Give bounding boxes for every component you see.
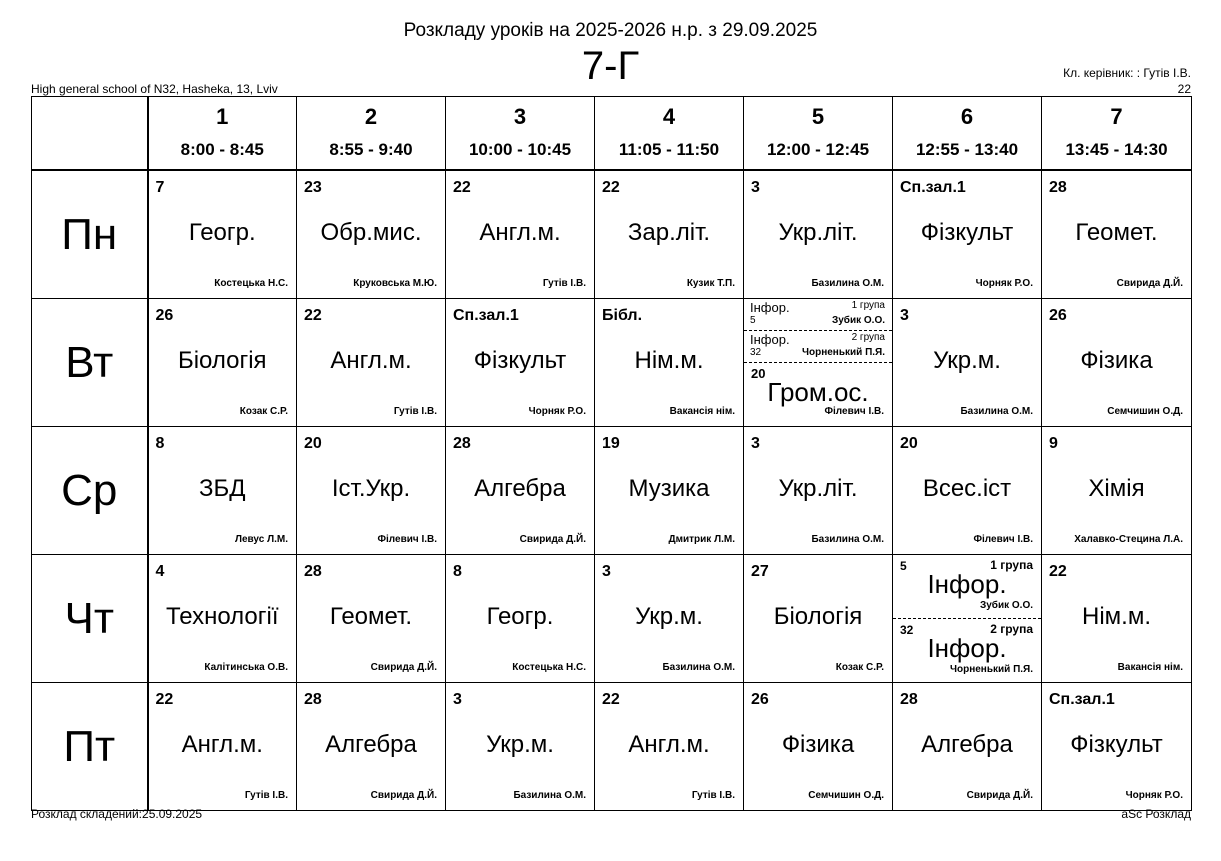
lesson-teacher: Костецька Н.С. — [214, 278, 288, 289]
lesson — [297, 555, 445, 682]
lesson — [595, 427, 743, 554]
lesson-room: 3 — [900, 307, 909, 324]
lesson-room: Сп.зал.1 — [900, 179, 966, 196]
lesson-cell — [1042, 299, 1192, 427]
school-name: High general school of N32, Hasheka, 13, Lviv — [31, 82, 278, 96]
lesson-cell — [744, 170, 893, 299]
lesson-cell — [446, 427, 595, 555]
lesson-subject: Біологія — [773, 603, 863, 630]
lesson-teacher: Кузик Т.П. — [686, 278, 735, 289]
lesson — [297, 427, 445, 554]
lesson-cell — [595, 170, 744, 299]
lesson — [446, 299, 594, 426]
day-label: Пт — [32, 683, 148, 811]
group-teacher: Чорненький П.Я. — [801, 347, 885, 358]
lesson-subject: Фізкульт — [1070, 731, 1163, 758]
lesson-teacher: Семчишин О.Д. — [1107, 406, 1183, 417]
lesson-subject: Геогр. — [188, 219, 256, 246]
lesson-cell — [1042, 170, 1192, 299]
lesson-cell — [744, 683, 893, 811]
schedule-title: Розкладу уроків на 2025-2026 н.р. з 29.09.2025 — [403, 20, 818, 41]
grid-corner — [32, 97, 148, 171]
timetable-grid — [31, 96, 1191, 806]
lesson-cell — [297, 427, 446, 555]
lesson-subject: Англ.м. — [479, 219, 561, 246]
lesson-subject: Укр.літ. — [778, 219, 858, 246]
period-number: 3 — [513, 104, 527, 129]
period-header — [744, 97, 893, 171]
lesson-teacher: Левус Л.М. — [234, 534, 288, 545]
group-divider — [744, 362, 892, 363]
lesson — [595, 171, 743, 298]
class-name: 7-Г — [581, 44, 640, 88]
lesson-cell — [893, 555, 1042, 683]
lesson-teacher: Базилина О.М. — [811, 278, 884, 289]
lesson-cell — [744, 427, 893, 555]
lesson-teacher: Халавко-Стецина Л.А. — [1074, 534, 1183, 545]
period-header — [893, 97, 1042, 171]
lesson-subject: Англ.м. — [330, 347, 412, 374]
lesson — [744, 555, 892, 682]
lesson-subject: Фізкульт — [920, 219, 1014, 246]
group-label: 2 група — [990, 622, 1033, 636]
period-number: 2 — [364, 104, 378, 129]
lesson-room: 28 — [1049, 179, 1067, 196]
lesson-room: 8 — [155, 435, 165, 452]
day-label: Вт — [32, 299, 148, 427]
lesson-cell — [297, 683, 446, 811]
period-time: 10:00 - 10:45 — [468, 140, 572, 159]
lesson-cell — [744, 555, 893, 683]
lesson-room: 4 — [155, 563, 165, 580]
lesson-teacher: Вакансія нім. — [1117, 662, 1183, 673]
lesson — [149, 683, 297, 810]
lesson-cell — [446, 683, 595, 811]
group-lesson — [744, 332, 892, 362]
group-teacher: Зубик О.О. — [831, 315, 885, 326]
lesson — [297, 171, 445, 298]
lesson-teacher: Свирида Д.Й. — [370, 662, 437, 673]
group-lesson — [744, 300, 892, 330]
lesson-subject: Геомет. — [1075, 219, 1158, 246]
lesson-cell — [595, 683, 744, 811]
group-room: 32 — [750, 347, 762, 358]
lesson-teacher: Козак С.Р. — [239, 406, 288, 417]
lesson-teacher: Круковська М.Ю. — [353, 278, 437, 289]
lesson-subject: Всес.іст — [922, 475, 1012, 502]
lesson — [297, 683, 445, 810]
lesson-teacher: Костецька Н.С. — [512, 662, 586, 673]
lesson-teacher: Філевич І.В. — [377, 534, 437, 545]
lesson-room: 3 — [751, 179, 760, 196]
lesson-room: Бібл. — [602, 307, 643, 324]
lesson-room: 26 — [155, 307, 174, 324]
period-time: 8:00 - 8:45 — [180, 140, 264, 159]
period-header — [595, 97, 744, 171]
period-number: 6 — [960, 104, 974, 129]
lesson-subject: Зар.літ. — [627, 219, 711, 246]
lesson — [1042, 683, 1191, 810]
lesson-teacher: Чорняк Р.О. — [528, 406, 586, 417]
lesson-teacher: Свирида Д.Й. — [519, 534, 586, 545]
group-subject: Інфор. — [927, 633, 1007, 663]
lesson — [744, 299, 892, 426]
lesson-teacher: Базилина О.М. — [960, 406, 1033, 417]
lesson — [744, 683, 892, 810]
lesson — [595, 683, 743, 810]
home-room: 22 — [1177, 82, 1191, 96]
lesson-subject: Геомет. — [329, 603, 413, 630]
lesson-room: 20 — [900, 435, 918, 452]
lesson-room: 26 — [751, 691, 769, 708]
lesson-room: 22 — [453, 179, 471, 196]
period-number: 5 — [811, 104, 825, 129]
period-time: 12:55 - 13:40 — [915, 140, 1019, 159]
lesson-room: 22 — [304, 307, 322, 324]
lesson-cell — [446, 299, 595, 427]
lesson-subject: Іст.Укр. — [331, 475, 411, 502]
lesson-subject: Нім.м. — [634, 347, 704, 374]
lesson-cell — [446, 170, 595, 299]
group-label: 1 група — [851, 300, 885, 311]
lesson-subject: Алгебра — [921, 731, 1013, 758]
group-teacher: Зубик О.О. — [979, 600, 1033, 611]
lesson-cell — [893, 427, 1042, 555]
lesson-cell — [297, 555, 446, 683]
day-label: Чт — [32, 555, 148, 683]
group-room: 32 — [900, 623, 914, 637]
lesson-cell — [148, 555, 297, 683]
lesson-teacher: Базилина О.М. — [662, 662, 735, 673]
period-number: 4 — [662, 104, 676, 129]
lesson-room: 28 — [304, 691, 322, 708]
day-label: Ср — [32, 427, 148, 555]
lesson-teacher: Вакансія нім. — [669, 406, 735, 417]
period-header — [1042, 97, 1192, 171]
group-divider — [744, 330, 892, 331]
lesson-room: 3 — [453, 691, 462, 708]
lesson-subject: Фізкульт — [473, 347, 567, 374]
lesson-cell — [893, 170, 1042, 299]
lesson-cell — [297, 299, 446, 427]
software-name: aSc Розклад — [1121, 807, 1191, 821]
lesson-teacher: Семчишин О.Д. — [808, 790, 884, 801]
lesson-subject: Укр.м. — [486, 731, 554, 758]
lesson-subject: Музика — [628, 475, 710, 502]
lesson-room: 28 — [900, 691, 918, 708]
lesson-teacher: Гутів І.В. — [244, 790, 288, 801]
lesson-subject: Хімія — [1088, 475, 1145, 502]
lesson-cell — [595, 555, 744, 683]
lesson — [744, 171, 892, 298]
period-header — [148, 97, 297, 171]
group-subject: Інфор. — [927, 569, 1007, 599]
lesson-teacher: Гутів І.В. — [393, 406, 437, 417]
lesson — [1042, 427, 1191, 554]
lesson-room: 8 — [453, 563, 462, 580]
lesson-room: 20 — [751, 366, 766, 381]
lesson-cell — [148, 683, 297, 811]
lesson-cell — [148, 299, 297, 427]
group-lesson — [893, 555, 1041, 618]
lesson-teacher: Свирида Д.Й. — [1116, 278, 1183, 289]
lesson-room: 3 — [602, 563, 611, 580]
lesson-subject: Англ.м. — [628, 731, 710, 758]
lesson-room: 9 — [1049, 435, 1058, 452]
period-time: 11:05 - 11:50 — [618, 140, 720, 159]
lesson-room: 3 — [751, 435, 760, 452]
group-room: 5 — [750, 315, 756, 326]
lesson-room: 28 — [453, 435, 471, 452]
lesson — [595, 299, 743, 426]
lesson — [149, 555, 297, 682]
group-lesson — [893, 619, 1041, 682]
lesson-cell — [1042, 555, 1192, 683]
lesson-teacher: Козак С.Р. — [835, 662, 884, 673]
lesson-cell — [595, 299, 744, 427]
lesson-room: Сп.зал.1 — [453, 307, 519, 324]
lesson-subject: Біологія — [177, 347, 267, 374]
lesson-teacher: Дмитрик Л.М. — [668, 534, 735, 545]
lesson-cell — [297, 170, 446, 299]
lesson — [893, 299, 1041, 426]
lesson-cell — [893, 683, 1042, 811]
lesson — [149, 427, 297, 554]
lesson-cell — [595, 427, 744, 555]
lesson-room: 23 — [304, 179, 322, 196]
lesson-teacher: Гутів І.В. — [542, 278, 586, 289]
lesson-cell — [148, 427, 297, 555]
lesson-subject: Алгебра — [474, 475, 566, 502]
lesson-room: 22 — [155, 691, 174, 708]
lesson — [1042, 171, 1191, 298]
lesson-teacher: Гутів І.В. — [691, 790, 735, 801]
lesson — [893, 683, 1041, 810]
compiled-date: Розклад складений:25.09.2025 — [31, 807, 203, 821]
lesson — [893, 555, 1041, 682]
lesson-teacher: Свирида Д.Й. — [370, 790, 437, 801]
lesson — [893, 171, 1041, 298]
lesson-subject: Обр.мис. — [320, 219, 422, 246]
lesson-subject: Фізика — [1080, 347, 1153, 374]
lesson-subject: Алгебра — [325, 731, 417, 758]
period-time: 12:00 - 12:45 — [766, 140, 870, 159]
group-teacher: Чорненький П.Я. — [949, 664, 1033, 675]
lesson — [149, 299, 297, 426]
lesson-cell — [148, 170, 297, 299]
group-room: 5 — [900, 559, 907, 573]
lesson-subject: Геогр. — [486, 603, 554, 630]
lesson-room: 27 — [751, 563, 769, 580]
lesson-subject: Укр.м. — [635, 603, 703, 630]
lesson-teacher: Чорняк Р.О. — [975, 278, 1033, 289]
lesson-room: 19 — [602, 435, 620, 452]
lesson — [1042, 555, 1191, 682]
lesson-teacher: Базилина О.М. — [513, 790, 586, 801]
period-header — [446, 97, 595, 171]
lesson-subject: Укр.м. — [933, 347, 1001, 374]
lesson-room: 20 — [304, 435, 322, 452]
lesson — [446, 555, 594, 682]
lesson-room: 26 — [1049, 307, 1067, 324]
lesson-room: 22 — [1049, 563, 1067, 580]
period-number: 7 — [1110, 104, 1123, 129]
lesson — [446, 171, 594, 298]
period-header — [297, 97, 446, 171]
lesson-teacher: Калітинська О.В. — [204, 662, 288, 673]
group-label: 2 група — [851, 332, 885, 343]
period-time: 8:55 - 9:40 — [329, 140, 413, 159]
lesson-room: 7 — [155, 179, 165, 196]
lesson-cell — [893, 299, 1042, 427]
lesson — [149, 171, 297, 298]
lesson-room: 22 — [602, 179, 620, 196]
group-subject: Інфор. — [750, 332, 790, 347]
day-label: Пн — [32, 170, 148, 299]
group-subject: Інфор. — [750, 300, 790, 315]
lesson-teacher: Філевич І.В. — [973, 534, 1033, 545]
group-divider — [893, 618, 1041, 619]
lesson-subject: Нім.м. — [1082, 603, 1151, 630]
lesson-teacher: Філевич І.В. — [824, 406, 884, 417]
lesson — [446, 683, 594, 810]
lesson-teacher: Чорняк Р.О. — [1125, 790, 1183, 801]
period-time: 13:45 - 14:30 — [1065, 140, 1168, 159]
group-label: 1 група — [990, 558, 1033, 572]
lesson — [893, 427, 1041, 554]
period-number: 1 — [216, 104, 229, 129]
lesson-cell — [1042, 427, 1192, 555]
lesson-room: 28 — [304, 563, 322, 580]
class-teacher: Кл. керівник: : Гутів І.В. — [1063, 66, 1191, 80]
lesson-teacher: Свирида Д.Й. — [966, 790, 1033, 801]
lesson — [297, 299, 445, 426]
lesson-cell — [744, 299, 893, 427]
lesson-subject: Гром.ос. — [767, 377, 869, 407]
lesson — [1042, 299, 1191, 426]
lesson-subject: Фізика — [781, 731, 855, 758]
lesson-subject: ЗБД — [199, 475, 246, 502]
lesson — [595, 555, 743, 682]
lesson — [446, 427, 594, 554]
lesson-subject: Укр.літ. — [778, 475, 858, 502]
lesson-subject: Англ.м. — [181, 731, 263, 758]
lesson-teacher: Базилина О.М. — [811, 534, 884, 545]
lesson-cell — [446, 555, 595, 683]
lesson-cell — [1042, 683, 1192, 811]
lesson-room: 22 — [602, 691, 620, 708]
lesson-subject: Технології — [165, 603, 279, 630]
lesson — [744, 427, 892, 554]
lesson-room: Сп.зал.1 — [1049, 691, 1115, 708]
